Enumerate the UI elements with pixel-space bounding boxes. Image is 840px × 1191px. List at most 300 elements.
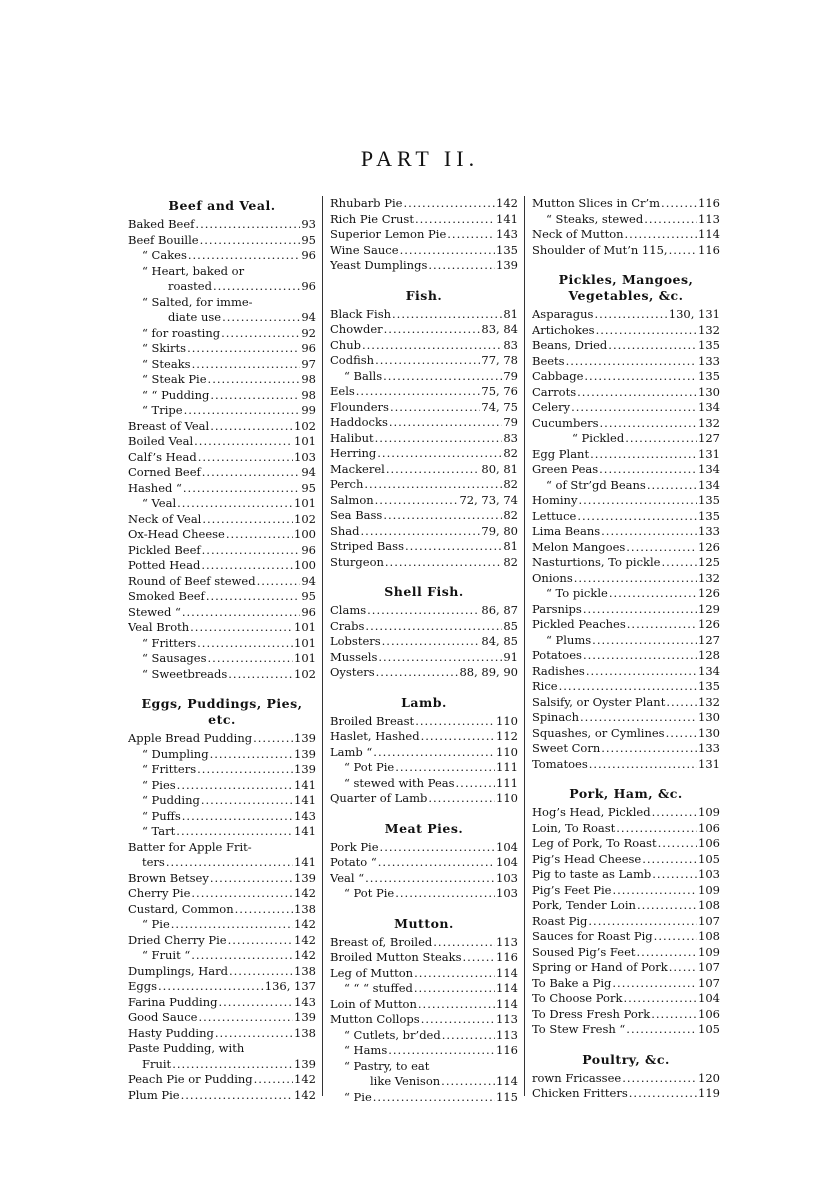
leader-dots xyxy=(158,979,264,995)
entry-name: Eels xyxy=(330,384,355,398)
entry-page: 127 xyxy=(698,431,720,445)
leader-dots xyxy=(669,243,697,259)
entry-name: Hominy xyxy=(532,493,578,507)
leader-dots xyxy=(184,403,301,419)
entry-name: Salsify, or Oyster Plant xyxy=(532,694,666,709)
index-entry xyxy=(532,555,720,571)
entry-name: “ Steak Pie xyxy=(142,372,207,386)
index-entry xyxy=(532,602,720,618)
leader-dots xyxy=(383,508,502,524)
entry-page: 102 xyxy=(294,418,316,433)
entry-name: “ Pie xyxy=(344,1089,372,1104)
entry-name: “ Plums xyxy=(546,632,592,647)
entry-name: “ Fritters xyxy=(142,762,197,776)
index-entry xyxy=(330,1012,518,1028)
leader-dots xyxy=(183,481,300,497)
index-entry xyxy=(128,964,316,980)
entry-name: Black Fish xyxy=(330,306,392,321)
entry-name: Chowder xyxy=(330,322,383,336)
entry-page: 100 xyxy=(294,558,316,572)
entry-name: “ “ “ stuffed xyxy=(344,981,413,995)
entry-name: Halibut xyxy=(330,430,374,445)
entry-name: Beef Bouille xyxy=(128,232,199,247)
index-entry xyxy=(532,369,720,385)
entry-name: Paste Pudding, with xyxy=(128,1041,245,1055)
leader-dots xyxy=(202,512,293,528)
leader-dots xyxy=(197,762,293,778)
leader-dots xyxy=(626,540,697,556)
leader-dots xyxy=(599,462,697,478)
index-entry xyxy=(532,898,720,914)
entry-page: 105 xyxy=(698,851,720,866)
index-entry xyxy=(532,929,720,945)
entry-name: Perch xyxy=(330,477,364,491)
leader-dots xyxy=(364,477,502,493)
entry-name: Parsnips xyxy=(532,601,582,616)
index-entry xyxy=(532,710,720,726)
index-entry xyxy=(330,415,518,431)
entry-page: 119 xyxy=(698,1086,720,1100)
leader-dots xyxy=(609,586,697,602)
entry-page: 134 xyxy=(698,462,720,476)
entry-page: 82 xyxy=(503,554,518,569)
entry-page: 109 xyxy=(698,805,720,819)
leader-dots xyxy=(198,450,293,466)
index-entry xyxy=(532,400,720,416)
section-heading: Mutton. xyxy=(394,915,454,931)
entry-name: “ Skirts xyxy=(142,341,187,355)
entry-name: Leg of Pork, To Roast xyxy=(532,836,657,850)
entry-name: Neck of Mutton xyxy=(532,227,624,241)
leader-dots xyxy=(367,603,480,619)
entry-page: 130 xyxy=(698,384,720,399)
entry-page: 135 xyxy=(698,508,720,523)
leader-dots xyxy=(669,960,697,976)
entry-page: 135 xyxy=(698,369,720,383)
entry-name: Beets xyxy=(532,353,565,368)
entry-name: Veal “ xyxy=(330,870,365,885)
section-heading: Shell Fish. xyxy=(384,584,464,599)
leader-dots xyxy=(625,431,697,447)
entry-name: Celery xyxy=(532,400,571,414)
entry-page: 134 xyxy=(698,400,720,414)
entry-page: 135 xyxy=(698,679,720,693)
index-entry xyxy=(330,729,518,745)
index-entry xyxy=(128,233,316,249)
index-entry xyxy=(330,997,518,1013)
leader-dots xyxy=(647,478,697,494)
entry-name: Baked Beef xyxy=(128,217,195,231)
leader-dots xyxy=(188,248,300,264)
entry-name: Beans, Dried xyxy=(532,338,608,352)
entry-page: 109 xyxy=(698,882,720,897)
entry-name: Plum Pie xyxy=(128,1087,180,1102)
entry-page: 141 xyxy=(294,824,316,838)
index-entry xyxy=(128,403,316,419)
entry-page: 99 xyxy=(301,403,316,417)
leader-dots xyxy=(206,589,301,605)
entry-page: 97 xyxy=(301,356,316,371)
index-entry xyxy=(532,478,720,494)
entry-name: “ Salted, for imme- xyxy=(142,294,253,309)
leader-dots xyxy=(612,883,697,899)
entry-page: 141 xyxy=(294,777,316,792)
entry-page: 142 xyxy=(294,917,316,931)
leader-dots xyxy=(218,995,293,1011)
leader-dots xyxy=(386,462,481,478)
index-entry xyxy=(330,227,518,243)
index-entry xyxy=(128,450,316,466)
entry-name: “ Tart xyxy=(142,824,176,838)
entry-name: Crabs xyxy=(330,618,365,633)
entry-name: Chicken Fritters xyxy=(532,1086,628,1100)
leader-dots xyxy=(361,524,481,540)
entry-page: 139 xyxy=(294,1010,316,1024)
entry-page: 109 xyxy=(698,944,720,959)
leader-dots xyxy=(201,793,293,809)
entry-name: Quarter of Lamb xyxy=(330,791,428,805)
entry-page: 86, 87 xyxy=(481,603,518,617)
index-entry xyxy=(532,212,720,228)
index-entry xyxy=(128,995,316,1011)
entry-name: “ Puffs xyxy=(142,808,181,823)
index-entry xyxy=(532,914,720,930)
index-entry xyxy=(330,539,518,555)
leader-dots xyxy=(362,338,502,354)
entry-page: 110 xyxy=(496,713,518,728)
entry-page: 103 xyxy=(496,886,518,900)
leader-dots xyxy=(415,714,495,730)
index-entry xyxy=(532,805,720,821)
index-entry xyxy=(330,1074,518,1090)
index-entry xyxy=(532,852,720,868)
index-entry xyxy=(128,574,316,590)
leader-dots xyxy=(612,976,697,992)
leader-dots xyxy=(200,233,301,249)
leader-dots xyxy=(222,310,300,326)
entry-name: Codfish xyxy=(330,353,375,367)
entry-name: Mutton Collops xyxy=(330,1012,420,1026)
index-entry xyxy=(128,217,316,233)
entry-name: Pig to taste as Lamb xyxy=(532,867,652,881)
entry-page: 142 xyxy=(294,948,316,962)
index-entry xyxy=(330,322,518,338)
leader-dots xyxy=(395,886,495,902)
entry-name: Farina Pudding xyxy=(128,994,218,1009)
entry-name: Pickled Peaches xyxy=(532,617,626,631)
index-entry xyxy=(128,264,316,280)
section-gap xyxy=(330,570,518,582)
index-entry xyxy=(128,824,316,840)
leader-dots xyxy=(192,357,301,373)
index-entry xyxy=(128,809,316,825)
entry-name: Pickled Beef xyxy=(128,542,201,557)
entry-name: Lima Beans xyxy=(532,524,601,538)
entry-page: 82 xyxy=(503,446,518,460)
entry-name: Sweet Corn xyxy=(532,741,601,755)
entry-page: 142 xyxy=(294,1072,316,1086)
leader-dots xyxy=(235,902,293,918)
index-entry xyxy=(128,1088,316,1104)
entry-page: 139 xyxy=(294,731,316,745)
leader-dots xyxy=(589,757,697,773)
leader-dots xyxy=(566,354,697,370)
entry-name: “ Pastry, to eat xyxy=(344,1058,430,1073)
index-entry xyxy=(330,1028,518,1044)
entry-page: 74, 75 xyxy=(481,399,518,414)
index-entry xyxy=(532,883,720,899)
index-entry xyxy=(532,431,720,447)
entry-name: “ Pie xyxy=(142,917,170,931)
index-entry xyxy=(128,434,316,450)
leader-dots xyxy=(380,840,496,856)
entry-name: Pig’s Feet Pie xyxy=(532,882,612,897)
entry-page: 82 xyxy=(503,508,518,522)
index-entry xyxy=(128,871,316,887)
index-entry xyxy=(532,867,720,883)
index-entry xyxy=(330,603,518,619)
entry-name: To Choose Pork xyxy=(532,991,623,1005)
entry-page: 111 xyxy=(496,775,518,790)
leader-dots xyxy=(388,1043,495,1059)
entry-name: Loin, To Roast xyxy=(532,820,616,835)
index-entry xyxy=(330,791,518,807)
leader-dots xyxy=(378,650,502,666)
entry-page: 81 xyxy=(503,306,518,321)
entry-page: 106 xyxy=(698,836,720,850)
leader-dots xyxy=(201,558,293,574)
entry-name: like Venison xyxy=(370,1074,441,1088)
entry-page: 138 xyxy=(294,963,316,978)
entry-name: Mutton Slices in Cr’m xyxy=(532,196,661,210)
entry-page: 113 xyxy=(698,211,720,226)
entry-page: 114 xyxy=(496,965,518,980)
leader-dots xyxy=(456,776,496,792)
entry-page: 98 xyxy=(301,372,316,386)
entry-name: Round of Beef stewed xyxy=(128,573,256,588)
entry-name: Boiled Veal xyxy=(128,434,194,448)
index-entry xyxy=(532,196,720,212)
entry-page: 84, 85 xyxy=(481,634,518,648)
leader-dots xyxy=(583,602,697,618)
entry-page: 83 xyxy=(503,337,518,352)
entry-page: 77, 78 xyxy=(481,353,518,367)
index-entry xyxy=(330,1090,518,1106)
index-entry xyxy=(128,295,316,311)
entry-page: 108 xyxy=(698,929,720,943)
entry-name: Lamb “ xyxy=(330,744,373,759)
leader-dots xyxy=(652,867,697,883)
leader-dots xyxy=(608,338,697,354)
index-entry xyxy=(532,354,720,370)
index-entry xyxy=(330,400,518,416)
leader-dots xyxy=(210,419,293,435)
entry-name: Artichokes xyxy=(532,322,595,337)
entry-page: 126 xyxy=(698,539,720,554)
leader-dots xyxy=(228,933,293,949)
leader-dots xyxy=(383,369,502,385)
leader-dots xyxy=(229,964,293,980)
index-entry xyxy=(330,935,518,951)
section-gap xyxy=(330,274,518,286)
entry-name: “ “ Pudding xyxy=(142,387,210,402)
entry-page: 100 xyxy=(294,527,316,541)
leader-dots xyxy=(428,791,495,807)
entry-page: 136, 137 xyxy=(264,979,316,993)
entry-name: Dumplings, Hard xyxy=(128,963,228,978)
index-entry xyxy=(128,917,316,933)
entry-page: 133 xyxy=(698,524,720,538)
entry-page: 104 xyxy=(496,855,518,869)
entry-page: 132 xyxy=(698,322,720,337)
leader-dots xyxy=(418,997,495,1013)
entry-name: “ To pickle xyxy=(546,586,608,600)
entry-name: “ stewed with Peas xyxy=(344,775,455,790)
entry-name: Stewed “ xyxy=(128,604,181,619)
index-entry xyxy=(330,760,518,776)
entry-page: 101 xyxy=(294,635,316,650)
entry-name: “ Sausages xyxy=(142,651,207,665)
entry-name: Broiled Breast xyxy=(330,713,415,728)
index-entry xyxy=(128,1010,316,1026)
leader-dots xyxy=(202,465,301,481)
entry-page: 139 xyxy=(294,870,316,885)
leader-dots xyxy=(447,227,495,243)
index-entry xyxy=(128,388,316,404)
entry-name: “ of Str’gd Beans xyxy=(546,477,646,492)
entry-page: 112 xyxy=(496,729,518,743)
entry-page: 138 xyxy=(294,901,316,916)
index-entry xyxy=(532,741,720,757)
leader-dots xyxy=(356,384,481,400)
entry-name: Cherry Pie xyxy=(128,886,191,900)
entry-name: diate use xyxy=(168,310,222,324)
leader-dots xyxy=(666,695,697,711)
entry-name: Breast of, Broiled xyxy=(330,934,433,949)
entry-page: 130 xyxy=(698,710,720,724)
leader-dots xyxy=(208,372,301,388)
index-entry xyxy=(330,840,518,856)
leader-dots xyxy=(414,981,495,997)
entry-name: “ Steaks, stewed xyxy=(546,211,644,226)
index-entry xyxy=(532,617,720,633)
entry-page: 135 xyxy=(496,242,518,257)
entry-name: Pork, Tender Loin xyxy=(532,898,636,912)
entry-name: Striped Bass xyxy=(330,539,404,553)
entry-name: Herring xyxy=(330,446,377,460)
entry-page: 113 xyxy=(496,1027,518,1042)
entry-page: 104 xyxy=(496,839,518,854)
entry-page: 142 xyxy=(294,1087,316,1102)
leader-dots xyxy=(177,778,293,794)
entry-name: Rice xyxy=(532,679,558,693)
leader-dots xyxy=(377,446,502,462)
leader-dots xyxy=(651,1007,697,1023)
entry-page: 107 xyxy=(698,975,720,990)
leader-dots xyxy=(583,648,697,664)
leader-dots xyxy=(385,555,502,571)
entry-page: 95 xyxy=(301,232,316,247)
leader-dots xyxy=(626,1022,697,1038)
index-entry xyxy=(330,307,518,323)
index-entry xyxy=(128,1041,316,1057)
index-entry xyxy=(330,855,518,871)
entry-name: Chub xyxy=(330,337,361,352)
leader-dots xyxy=(433,935,495,951)
entry-page: 103 xyxy=(496,870,518,885)
index-entry xyxy=(128,605,316,621)
leader-dots xyxy=(637,898,697,914)
index-entry xyxy=(330,714,518,730)
entry-page: 132 xyxy=(698,570,720,585)
section-gap xyxy=(532,1038,720,1050)
leader-dots xyxy=(375,493,459,509)
entry-name: roasted xyxy=(168,279,212,293)
entry-name: Melon Mangoes xyxy=(532,539,626,554)
index-entry xyxy=(128,651,316,667)
leader-dots xyxy=(191,886,293,902)
index-entry xyxy=(532,307,720,323)
entry-page: 106 xyxy=(698,1006,720,1021)
entry-name: “ Steaks xyxy=(142,356,191,371)
leader-dots xyxy=(596,323,697,339)
entry-name: “ Pies xyxy=(142,777,176,792)
entry-page: 114 xyxy=(496,981,518,995)
entry-page: 75, 76 xyxy=(481,384,518,398)
index-entry xyxy=(330,1059,518,1075)
leader-dots xyxy=(403,196,495,212)
leader-dots xyxy=(210,747,293,763)
index-entry xyxy=(532,493,720,509)
entry-name: “ Fritters xyxy=(142,635,197,650)
index-entry xyxy=(128,512,316,528)
section-gap xyxy=(532,258,720,270)
index-entry xyxy=(128,747,316,763)
index-entry xyxy=(532,447,720,463)
entry-name: “ Pudding xyxy=(142,793,200,807)
index-entry xyxy=(330,950,518,966)
index-entry xyxy=(128,543,316,559)
leader-dots xyxy=(442,1028,495,1044)
entry-page: 79, 80 xyxy=(481,523,518,538)
entry-page: 79 xyxy=(503,415,518,429)
entry-page: 130 xyxy=(698,725,720,740)
entry-name: Rhubarb Pie xyxy=(330,196,403,210)
index-entry xyxy=(532,976,720,992)
entry-page: 104 xyxy=(698,991,720,1005)
leader-dots xyxy=(627,617,697,633)
entry-page: 125 xyxy=(698,555,720,569)
entry-page: 103 xyxy=(698,867,720,881)
entry-page: 94 xyxy=(301,573,316,588)
entry-page: 101 xyxy=(294,434,316,448)
index-entry xyxy=(532,338,720,354)
entry-page: 83, 84 xyxy=(481,322,518,336)
index-column-1 xyxy=(128,196,316,1103)
leader-dots xyxy=(166,855,293,871)
entry-page: 85 xyxy=(503,618,518,633)
leader-dots xyxy=(625,227,698,243)
leader-dots xyxy=(376,665,459,681)
entry-page: 96 xyxy=(301,542,316,557)
entry-name: Breast of Veal xyxy=(128,418,210,433)
entry-page: 107 xyxy=(698,913,720,928)
entry-name: Mackerel xyxy=(330,461,385,476)
entry-name: Lobsters xyxy=(330,634,381,648)
entry-page: 106 xyxy=(698,820,720,835)
entry-name: Egg Plant xyxy=(532,446,590,461)
entry-name: Apple Bread Pudding xyxy=(128,731,253,745)
